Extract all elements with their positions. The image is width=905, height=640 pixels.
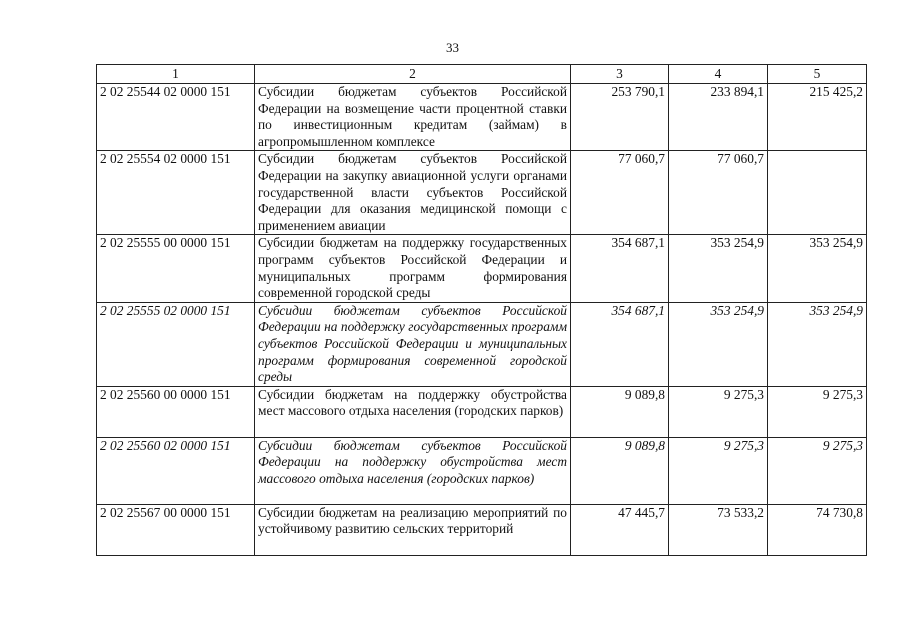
budget-revenue-table: [96, 64, 867, 556]
table-row: [97, 151, 867, 235]
column-header-4: 4: [669, 65, 768, 84]
table-row: [97, 437, 867, 504]
amount-cell-4: 353 254,9: [669, 302, 768, 386]
table-row: [97, 504, 867, 555]
budget-code-cell: 2 02 25555 02 0000 151: [97, 302, 255, 386]
amount-cell-5: 9 275,3: [768, 437, 867, 504]
column-header-3: 3: [571, 65, 669, 84]
amount-cell-5: [768, 151, 867, 235]
column-header-1: 1: [97, 65, 255, 84]
page-number: 33: [446, 40, 459, 55]
amount-cell-4: 73 533,2: [669, 504, 768, 555]
budget-code-cell: 2 02 25555 00 0000 151: [97, 235, 255, 302]
amount-cell-3: 77 060,7: [571, 151, 669, 235]
amount-cell-4: 77 060,7: [669, 151, 768, 235]
amount-cell-4: 9 275,3: [669, 386, 768, 437]
budget-code-cell: 2 02 25554 02 0000 151: [97, 151, 255, 235]
budget-code-cell: 2 02 25544 02 0000 151: [97, 84, 255, 151]
budget-code-cell: 2 02 25567 00 0000 151: [97, 504, 255, 555]
amount-cell-5: 353 254,9: [768, 302, 867, 386]
amount-cell-5: 9 275,3: [768, 386, 867, 437]
amount-cell-3: 253 790,1: [571, 84, 669, 151]
column-number-header-row: [97, 65, 867, 84]
description-cell: Субсидии бюджетам субъектов Российской Федерации на поддержку обустройства мест массового отдыха населения (городских парков): [255, 437, 571, 504]
description-cell: Субсидии бюджетам субъектов Российской Федерации на возмещение части процентной ставки по инвестиционным кредитам (займам) в агропромышленном комплексе: [255, 84, 571, 151]
description-cell: Субсидии бюджетам на поддержку обустройства мест массового отдыха населения (городских парков): [255, 386, 571, 437]
amount-cell-4: 233 894,1: [669, 84, 768, 151]
table-row: [97, 386, 867, 437]
table-row: [97, 235, 867, 302]
table-row: [97, 302, 867, 386]
column-header-5: 5: [768, 65, 867, 84]
amount-cell-3: 47 445,7: [571, 504, 669, 555]
description-cell: Субсидии бюджетам на реализацию мероприятий по устойчивому развитию сельских территорий: [255, 504, 571, 555]
budget-code-cell: 2 02 25560 00 0000 151: [97, 386, 255, 437]
table-row: [97, 84, 867, 151]
amount-cell-3: 9 089,8: [571, 437, 669, 504]
description-cell: Субсидии бюджетам субъектов Российской Федерации на поддержку государственных программ субъектов Российской Федерации и муниципальных программ формирования современной городской среды: [255, 302, 571, 386]
column-header-2: 2: [255, 65, 571, 84]
amount-cell-5: 353 254,9: [768, 235, 867, 302]
description-cell: Субсидии бюджетам субъектов Российской Федерации на закупку авиационной услуги органами государственной власти субъектов Российской Федерации для оказания медицинской помощи с применением авиации: [255, 151, 571, 235]
amount-cell-5: 74 730,8: [768, 504, 867, 555]
amount-cell-3: 354 687,1: [571, 235, 669, 302]
amount-cell-4: 353 254,9: [669, 235, 768, 302]
amount-cell-3: 354 687,1: [571, 302, 669, 386]
amount-cell-3: 9 089,8: [571, 386, 669, 437]
budget-code-cell: 2 02 25560 02 0000 151: [97, 437, 255, 504]
amount-cell-4: 9 275,3: [669, 437, 768, 504]
description-cell: Субсидии бюджетам на поддержку государственных программ субъектов Российской Федерации и муниципальных программ формирования современной городской среды: [255, 235, 571, 302]
amount-cell-5: 215 425,2: [768, 84, 867, 151]
